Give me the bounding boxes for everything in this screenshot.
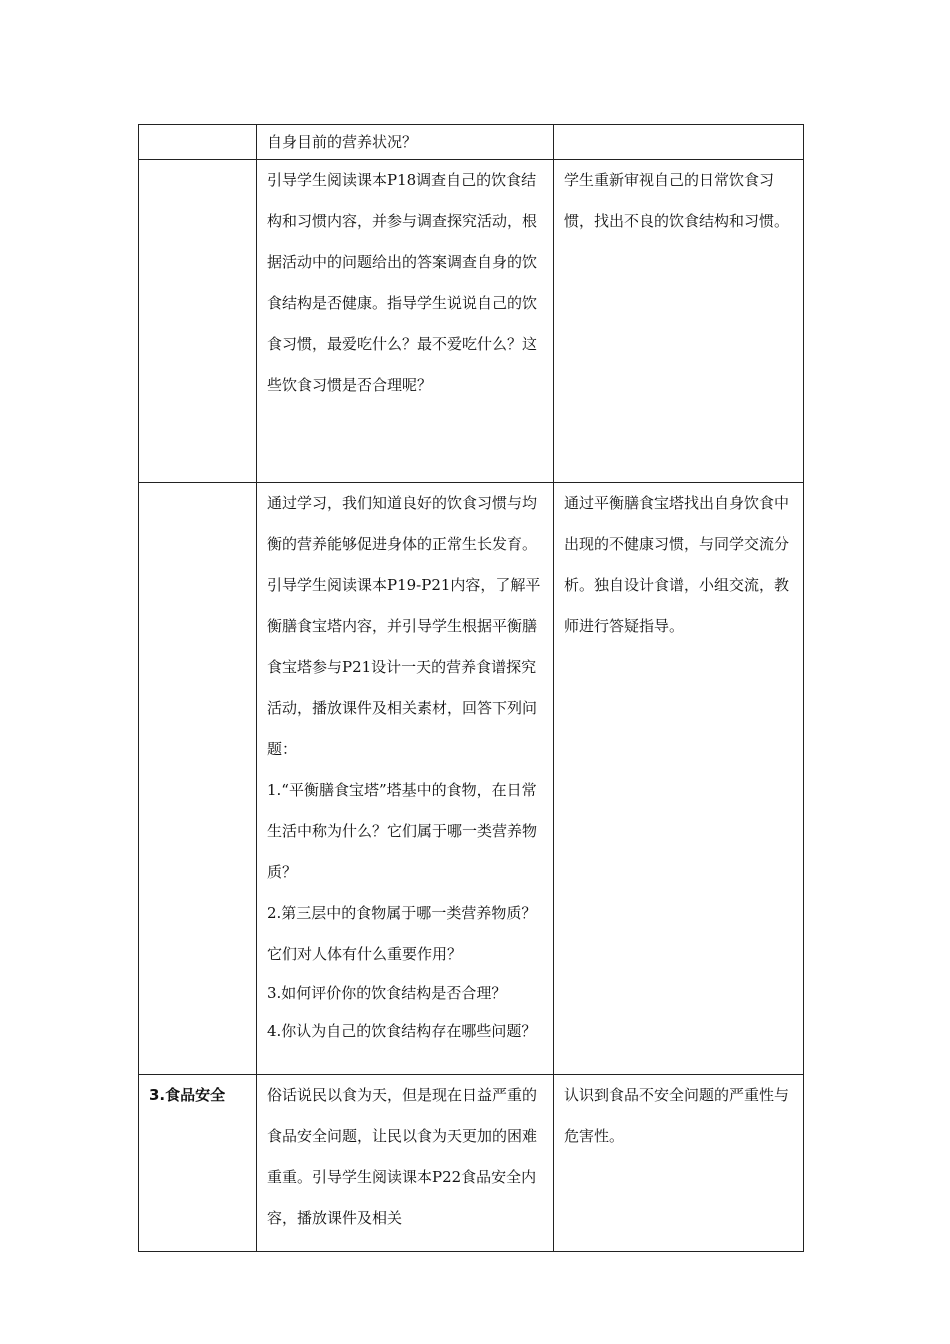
teacher-activity-cell: [257, 160, 554, 483]
teacher-activity-cell: [257, 1075, 554, 1252]
student-text: 通过平衡膳食宝塔找出自身饮食中出现的不健康习惯，与同学交流分析。独自设计食谱，小组交流，教师进行答疑指导。: [564, 494, 790, 635]
question-item: 4.你认为自己的饮食结构存在哪些问题？: [267, 1022, 537, 1040]
student-activity-cell: [554, 483, 804, 1075]
section-cell: [139, 483, 257, 1075]
teacher-text: 引导学生阅读课本P18调查自己的饮食结构和习惯内容，并参与调查探究活动，根据活动中的问题给出的答案调查自身的饮食结构是否健康。指导学生说说自己的饮食习惯，最爱吃什么？最不爱吃什么？这些饮食习惯是否合理呢？: [267, 171, 538, 394]
table-row: [139, 160, 804, 483]
student-text: 认识到食品不安全问题的严重性与危害性。: [564, 1086, 790, 1145]
student-activity-cell: [554, 160, 804, 483]
student-text: 学生重新审视自己的日常饮食习惯，找出不良的饮食结构和习惯。: [564, 171, 790, 230]
teacher-text: 自身目前的营养状况？: [267, 133, 418, 151]
student-activity-cell: [554, 1075, 804, 1252]
section-cell: [139, 160, 257, 483]
table-row: [139, 483, 804, 1075]
teacher-activity-cell: [257, 125, 554, 160]
section-cell: 3.食品安全: [139, 1075, 257, 1252]
lesson-plan-table: [138, 124, 804, 1252]
teacher-text: 俗话说民以食为天，但是现在日益严重的食品安全问题，让民以食为天更加的困难重重。引导学生阅读课本P22食品安全内容，播放课件及相关: [267, 1086, 538, 1227]
teacher-activity-cell: [257, 483, 554, 1075]
question-item: 1.“平衡膳食宝塔”塔基中的食物，在日常生活中称为什么？它们属于哪一类营养物质？: [267, 781, 538, 881]
table-row: [139, 1075, 804, 1252]
question-item: 3.如何评价你的饮食结构是否合理？: [267, 984, 507, 1002]
teacher-text: 通过学习，我们知道良好的饮食习惯与均衡的营养能够促进身体的正常生长发育。引导学生阅读课本P19-P21内容，了解平衡膳食宝塔内容，并引导学生根据平衡膳食宝塔参与P21设计一天的营养食谱探究活动，播放课件及相关素材，回答下列问题：: [267, 494, 541, 758]
table-row: [139, 125, 804, 160]
question-item: 2.第三层中的食物属于哪一类营养物质？它们对人体有什么重要作用？: [267, 904, 537, 963]
student-activity-cell: [554, 125, 804, 160]
section-cell: [139, 125, 257, 160]
